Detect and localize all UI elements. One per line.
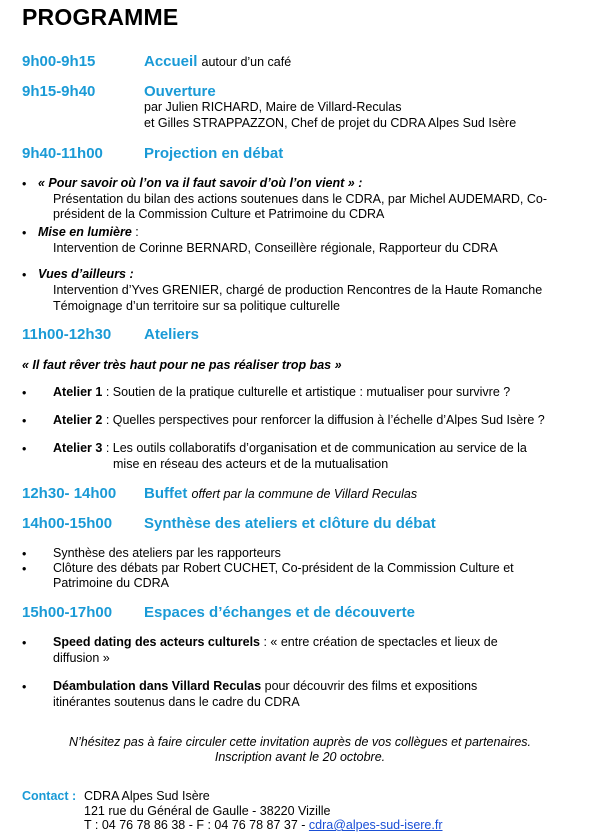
slot-title-accueil <box>144 53 291 70</box>
projection-item-3-line-2: Témoignage d’un territoire sur sa politique culturelle <box>53 299 340 313</box>
espaces-item-1-line-2: diffusion » <box>53 651 110 665</box>
projection-item-2-title-suffix: : <box>131 225 139 239</box>
slot-note: offert par la commune de Villard Reculas <box>191 487 418 501</box>
espaces-item-2-label: Déambulation dans Villard Reculas <box>53 679 262 693</box>
bullet: • <box>22 636 27 650</box>
slot-title-projection: Projection en débat <box>144 145 284 162</box>
atelier-3 <box>53 441 527 455</box>
contact-phone-email <box>84 818 443 832</box>
slot-time-synthese: 14h00-15h00 <box>22 515 113 532</box>
projection-item-2-title-text: Mise en lumière <box>38 225 132 239</box>
projection-item-2-line-1: Intervention de Corinne BERNARD, Conseillère régionale, Rapporteur du CDRA <box>53 241 498 255</box>
contact-phone: T : 04 76 78 86 38 - F : 04 76 78 87 37 - <box>84 818 309 832</box>
atelier-3-label: Atelier 3 <box>53 441 103 455</box>
slot-note: autour d’un café <box>201 55 292 69</box>
closing-line-2: Inscription avant le 20 octobre. <box>214 750 386 764</box>
bullet: • <box>22 226 27 240</box>
contact-name: CDRA Alpes Sud Isère <box>84 789 210 803</box>
slot-time-buffet: 12h30- 14h00 <box>22 485 117 502</box>
atelier-2 <box>53 413 545 427</box>
projection-item-3-title: Vues d’ailleurs : <box>38 267 134 281</box>
slot-title-synthese: Synthèse des ateliers et clôture du débat <box>144 515 436 532</box>
projection-item-1-line-1: Présentation du bilan des actions soutenues dans le CDRA, par Michel AUDEMARD, Co- <box>53 192 547 206</box>
ouverture-line-1: par Julien RICHARD, Maire de Villard-Reculas <box>144 100 402 114</box>
bullet: • <box>22 386 27 400</box>
synthese-item-2: Clôture des débats par Robert CUCHET, Co-président de la Commission Culture et <box>53 561 514 575</box>
espaces-item-2-line-2: itinérantes soutenus dans le cadre du CDRA <box>53 695 300 709</box>
espaces-item-2 <box>53 679 477 693</box>
slot-time-espaces: 15h00-17h00 <box>22 604 113 621</box>
atelier-2-label: Atelier 2 <box>53 413 103 427</box>
slot-title-text: Buffet <box>144 485 188 502</box>
atelier-3-text: : Les outils collaboratifs d’organisation et de communication au service de la <box>102 441 527 455</box>
atelier-3-line-2: mise en réseau des acteurs et de la mutualisation <box>113 457 389 471</box>
bullet: • <box>22 414 27 428</box>
bullet: • <box>22 177 27 191</box>
espaces-item-1-text: : « entre création de spectacles et lieux de <box>260 635 498 649</box>
slot-title-ouverture: Ouverture <box>144 83 216 100</box>
contact-label: Contact : <box>22 789 77 803</box>
slot-title-ateliers: Ateliers <box>144 326 200 343</box>
synthese-item-2-line-2: Patrimoine du CDRA <box>53 576 170 590</box>
ateliers-quote: « Il faut rêver très haut pour ne pas réaliser trop bas » <box>22 358 342 372</box>
synthese-item-1: Synthèse des ateliers par les rapporteurs <box>53 546 281 560</box>
bullet: • <box>22 547 27 561</box>
bullet: • <box>22 680 27 694</box>
bullet: • <box>22 442 27 456</box>
bullet: • <box>22 562 27 576</box>
projection-item-1-line-2: président de la Commission Culture et Patrimoine du CDRA <box>53 207 385 221</box>
projection-item-3-line-1: Intervention d’Yves GRENIER, chargé de production Rencontres de la Haute Romanche <box>53 283 543 297</box>
contact-address: 121 rue du Général de Gaulle - 38220 Vizille <box>84 804 331 818</box>
closing-line-1: N’hésitez pas à faire circuler cette invitation auprès de vos collègues et partenaires. <box>68 735 532 749</box>
espaces-item-1-label: Speed dating des acteurs culturels <box>53 635 261 649</box>
contact-email-link[interactable]: cdra@alpes-sud-isere.fr <box>308 818 443 832</box>
bullet: • <box>22 268 27 282</box>
slot-time-accueil: 9h00-9h15 <box>22 53 96 70</box>
page-title: PROGRAMME <box>22 4 179 30</box>
atelier-1-label: Atelier 1 <box>53 385 103 399</box>
projection-item-2-title <box>38 225 139 239</box>
atelier-1-text: : Soutien de la pratique culturelle et artistique : mutualiser pour survivre ? <box>102 385 511 399</box>
slot-title-buffet <box>144 485 417 502</box>
ouverture-line-2: et Gilles STRAPPAZZON, Chef de projet du CDRA Alpes Sud Isère <box>144 116 517 130</box>
projection-item-1-title: « Pour savoir où l’on va il faut savoir d’où l’on vient » : <box>38 176 363 190</box>
slot-title-text: Accueil <box>144 53 198 70</box>
espaces-item-2-text: pour découvrir des films et expositions <box>261 679 478 693</box>
slot-title-espaces: Espaces d’échanges et de découverte <box>144 604 415 621</box>
atelier-1 <box>53 385 510 399</box>
espaces-item-1 <box>53 635 498 649</box>
atelier-2-text: : Quelles perspectives pour renforcer la diffusion à l’échelle d’Alpes Sud Isère ? <box>102 413 545 427</box>
slot-time-projection: 9h40-11h00 <box>22 145 103 162</box>
slot-time-ouverture: 9h15-9h40 <box>22 83 96 100</box>
slot-time-ateliers: 11h00-12h30 <box>22 326 112 343</box>
